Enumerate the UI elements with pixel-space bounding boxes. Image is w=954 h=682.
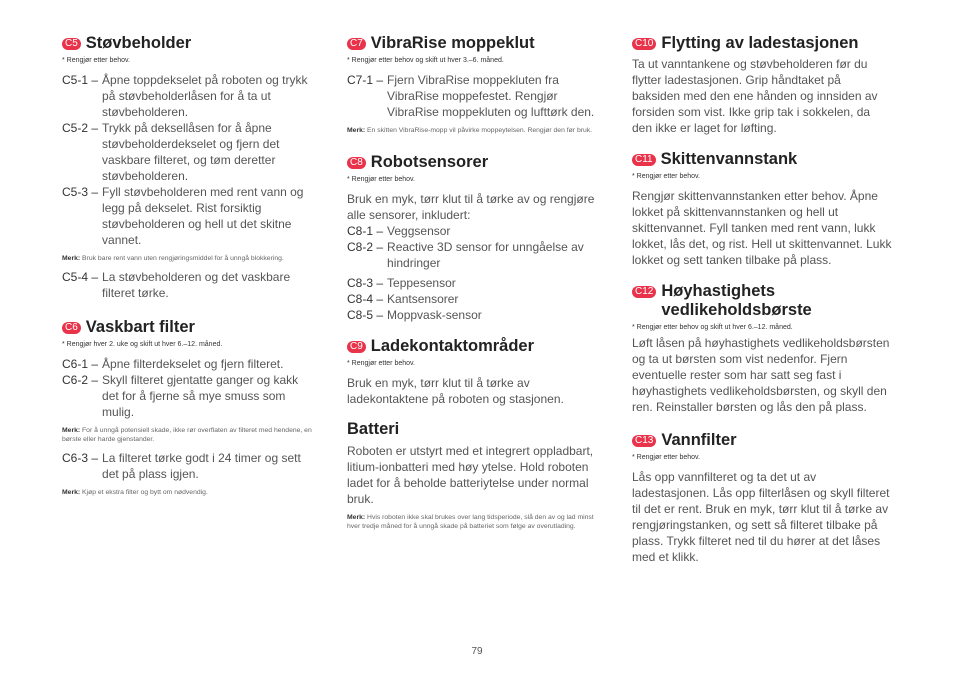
column-right [632, 34, 892, 565]
step-number: C6-2 – [62, 373, 99, 387]
frequency-note: * Rengjør etter behov. [347, 176, 415, 183]
section-c9-heading [347, 337, 603, 356]
step-text: Skyll filteret gjentatte ganger og kakk det for å fjerne så mye smuss som mulig. [102, 373, 299, 419]
step-number: C5-3 – [62, 185, 99, 199]
step-text: Reactive 3D sensor for unngåelse av hindringer [387, 240, 584, 270]
section-c8-heading [347, 153, 603, 172]
step-text: Åpne filterdekselet og fjern filteret. [102, 357, 284, 371]
note [62, 488, 316, 497]
section-c13-heading [632, 431, 892, 450]
step-number: C5-4 – [62, 270, 99, 284]
section-badge: C7 [347, 38, 366, 50]
section-badge: C13 [632, 435, 656, 447]
frequency-note: * Rengjør etter behov og skift ut hver 3.–6. måned. [347, 57, 504, 64]
step-text: La støvbeholderen og det vaskbare filteret tørke. [102, 270, 291, 300]
note-text: En skitten VibraRise-mopp vil påvirke moppeytelsen. Rengjør den før bruk. [365, 127, 593, 134]
section-text: Lås opp vannfilteret og ta det ut av ladestasjonen. Lås opp filterlåsen og skyll filteret til det er rent. Bruk en myk, tørr klut til å tørke av rengjøringstanken, og sett så filteret tilbake på plass. Trykk filteret ned til du hører at det låses med et klikk. [632, 470, 890, 564]
step-item [62, 269, 316, 301]
step-item [347, 239, 603, 271]
section-title: Flytting av ladestasjonen [661, 34, 859, 52]
step-item [347, 291, 603, 307]
section-title: Skittenvannstank [660, 150, 798, 168]
step-number: C8-5 – [347, 308, 384, 322]
frequency-note: * Rengjør etter behov. [632, 454, 700, 461]
step-text: Åpne toppdekselet på roboten og trykk på støvbeholderlåsen for å ta ut støvbeholderen. [102, 73, 308, 119]
column-left [62, 34, 316, 503]
step-text: Veggsensor [387, 224, 451, 238]
step-item [347, 223, 603, 239]
note-label: Merk: [62, 255, 81, 262]
section-title: Vaskbart filter [85, 318, 195, 336]
column-middle [347, 34, 603, 537]
step-number: C7-1 – [347, 73, 384, 87]
section-c12-heading [632, 282, 892, 320]
step-number: C6-3 – [62, 451, 99, 465]
section-title: VibraRise moppeklut [370, 34, 535, 52]
section-badge: C12 [632, 286, 656, 298]
section-title: Støvbeholder [85, 34, 192, 52]
frequency-note: * Rengjør hver 2. uke og skift ut hver 6.–12. måned. [62, 341, 223, 348]
section-c7-heading [347, 34, 603, 53]
step-item [62, 372, 316, 420]
step-text: Fyll støvbeholderen med rent vann og legg på dekselet. Rist forsiktig støvbeholderen og hell ut det skitne vannet. [102, 185, 304, 247]
note-text: Kjøp et ekstra filter og bytt om nødvendig. [80, 489, 208, 496]
step-text: Moppvask-sensor [387, 308, 482, 322]
frequency-note: * Rengjør etter behov. [347, 360, 415, 367]
section-intro: Bruk en myk, tørr klut til å tørke av og rengjøre alle sensorer, inkludert: [347, 192, 595, 222]
step-item [347, 275, 603, 291]
section-c10-heading [632, 34, 892, 53]
step-number: C8-2 – [347, 240, 384, 254]
section-c11-heading [632, 150, 892, 169]
step-item [62, 72, 316, 120]
section-text: Ta ut vanntankene og støvbeholderen før du flytter ladestasjonen. Grip håndtaket på baksiden med den ene hånden og innsiden av forsiden som vist. Ikke grip tak i sokkelen, da den ikke er laget for løfting. [632, 57, 878, 135]
step-number: C8-3 – [347, 276, 384, 290]
frequency-note: * Rengjør etter behov. [632, 173, 700, 180]
section-badge: C8 [347, 157, 366, 169]
section-c5-heading [62, 34, 316, 53]
step-item [62, 120, 316, 184]
frequency-note: * Rengjør etter behov og skift ut hver 6.–12. måned. [632, 324, 793, 331]
note [62, 254, 316, 263]
step-item [62, 356, 316, 372]
step-number: C6-1 – [62, 357, 99, 371]
section-text: Rengjør skittenvannstanken etter behov. Åpne lokket på skittenvannstanken og hell ut skittenvannet. Fyll tanken med rent vann, lukk lokket, lås det, og rist. Hell ut skittenvannet. Lukk lokket og sett tanken tilbake på plass. [632, 189, 892, 267]
note [62, 426, 316, 444]
step-number: C8-4 – [347, 292, 384, 306]
step-text: Fjern VibraRise moppekluten fra VibraRise moppefestet. Rengjør VibraRise moppekluten og lufttørk den. [387, 73, 595, 119]
battery-title: Batteri [347, 420, 400, 438]
frequency-note: * Rengjør etter behov. [62, 57, 130, 64]
step-item [62, 184, 316, 248]
step-item [62, 450, 316, 482]
page-number: 79 [471, 646, 483, 657]
step-number: C5-1 – [62, 73, 99, 87]
step-text: Teppesensor [387, 276, 456, 290]
step-text: Kantsensorer [387, 292, 459, 306]
step-number: C8-1 – [347, 224, 384, 238]
section-badge: C10 [632, 38, 656, 50]
section-badge: C6 [62, 322, 81, 334]
step-number: C5-2 – [62, 121, 99, 135]
step-text: La filteret tørke godt i 24 timer og sett det på plass igjen. [102, 451, 301, 481]
section-title: Høyhastighets vedlikeholdsbørste [661, 282, 812, 319]
step-item [347, 72, 603, 120]
note-text: For å unngå potensiell skade, ikke rør overflaten av filteret med hendene, en børste eller harde gjenstander. [62, 427, 312, 443]
note [347, 126, 603, 135]
section-title: Vannfilter [661, 431, 737, 449]
section-title: Ladekontaktområder [370, 337, 535, 355]
section-badge: C9 [347, 341, 366, 353]
step-text: Trykk på deksellåsen for å åpne støvbeholderdekselet og fjern det vaskbare filteret, og tøm deretter støvbeholderen. [102, 121, 280, 183]
step-item [347, 307, 603, 323]
section-text: Løft låsen på høyhastighets vedlikeholdsbørsten og ta ut børsten som vist nedenfor. Fjern eventuelle rester som har satt seg fast i høyhastighets vedlikeholdsbørsten, og skyll den ren. Reinstaller børsten og lås den på plass. [632, 336, 890, 414]
section-title: Robotsensorer [370, 153, 489, 171]
section-badge: C11 [632, 154, 656, 166]
note [347, 513, 603, 531]
note-label: Merk: [347, 514, 366, 521]
section-c6-heading [62, 318, 316, 337]
note-label: Merk: [62, 489, 81, 496]
section-badge: C5 [62, 38, 81, 50]
section-text: Bruk en myk, tørr klut til å tørke av ladekontaktene på roboten og stasjonen. [347, 376, 564, 406]
note-text: Bruk bare rent vann uten rengjøringsmiddel for å unngå blokkering. [80, 255, 284, 262]
note-text: Hvis roboten ikke skal brukes over lang tidsperiode, slå den av og lad minst hver tredje måned for å unngå skade på batteriet som følge av overutlading. [347, 514, 594, 530]
note-label: Merk: [62, 427, 81, 434]
section-text: Roboten er utstyrt med et integrert oppladbart, litium-ionbatteri med høy ytelse. Hold roboten ladet for å beholde batteriytelse under normal bruk. [347, 444, 594, 506]
note-label: Merk: [347, 127, 366, 134]
